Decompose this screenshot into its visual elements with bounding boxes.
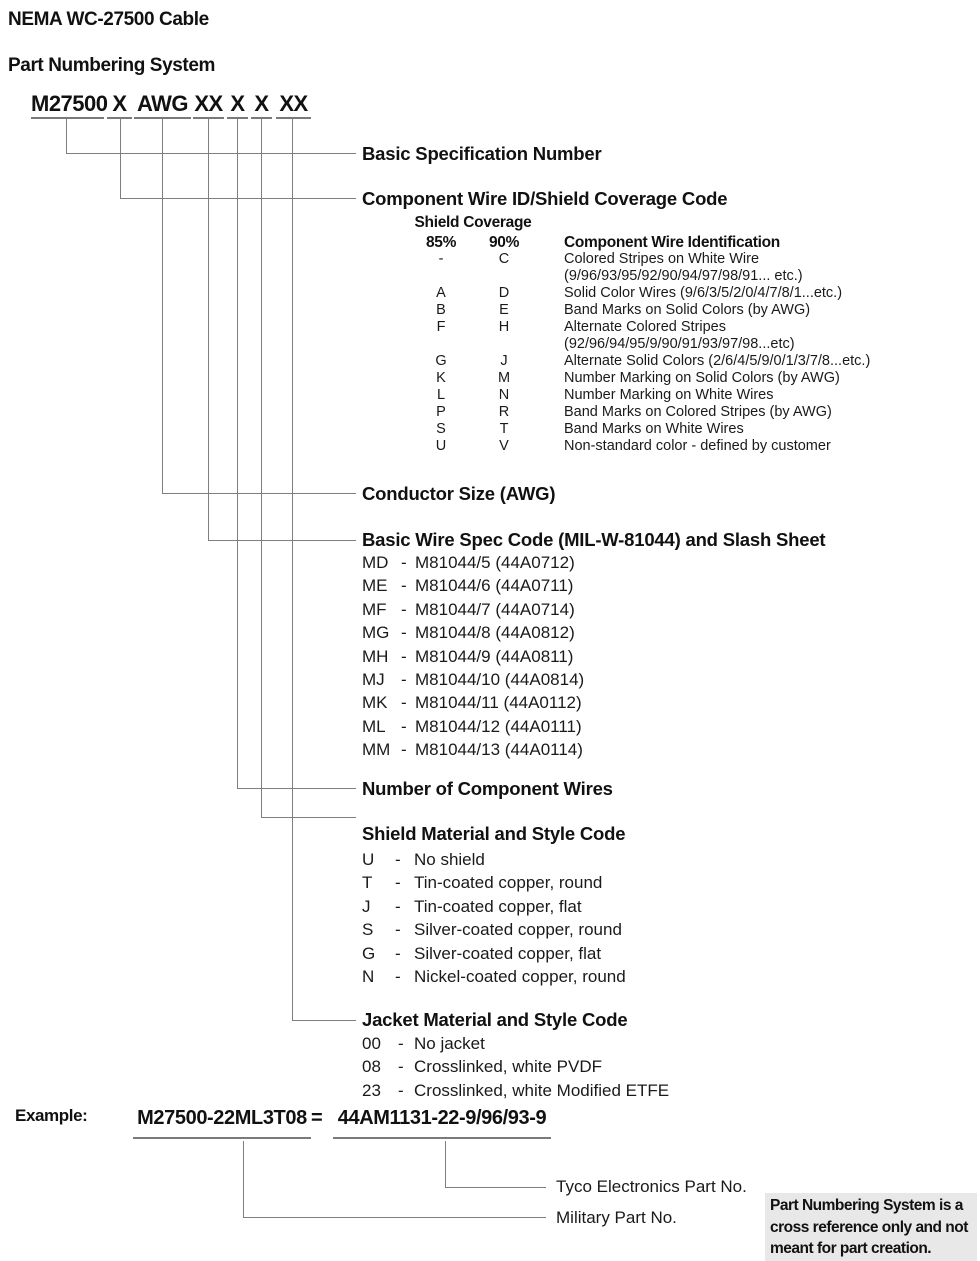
list-item: [362, 918, 626, 941]
list-item: [362, 1055, 669, 1078]
item-dash: -: [401, 693, 407, 713]
table-row: [410, 319, 976, 353]
item-code: MG: [362, 623, 390, 643]
connector-vline-wire-spec: [208, 118, 209, 540]
connector-vline-military-part: [243, 1141, 244, 1218]
item-code: J: [362, 896, 371, 916]
connector-hline-military-part: [243, 1217, 546, 1218]
item-value: M81044/8 (44A0812): [415, 623, 575, 643]
connector-hline-wire-spec: [208, 540, 356, 541]
connector-hline-shield: [261, 817, 356, 818]
part-number-segment-shield: X: [251, 91, 272, 119]
note-line1: Part Numbering System is a: [770, 1197, 963, 1214]
item-code: 00: [362, 1034, 381, 1053]
item-dash: -: [398, 1034, 404, 1053]
item-value: M81044/10 (44A0814): [415, 670, 585, 690]
list-item: [362, 942, 626, 965]
column-header-desc: Component Wire Identification: [564, 234, 780, 251]
note-box: [765, 1193, 977, 1261]
cell-desc: Band Marks on White Wires: [564, 421, 744, 437]
item-value: Silver-coated copper, flat: [414, 943, 602, 963]
list-item: [362, 645, 584, 668]
part-number-segment-num-wires: X: [227, 91, 248, 119]
item-code: MM: [362, 740, 391, 760]
item-dash: -: [401, 553, 407, 572]
table-row: [410, 421, 976, 438]
item-dash: -: [395, 920, 401, 940]
cell-85: G: [435, 353, 447, 369]
item-dash: -: [395, 873, 401, 893]
cell-90: M: [497, 370, 511, 386]
section-heading-num-wires: Number of Component Wires: [362, 778, 613, 799]
list-item: [362, 715, 584, 738]
item-value: M81044/6 (44A0711): [415, 576, 574, 596]
item-code: N: [362, 967, 375, 987]
item-code: MK: [362, 693, 388, 713]
item-dash: -: [401, 740, 407, 760]
item-dash: -: [395, 943, 401, 963]
cell-90: E: [499, 302, 509, 318]
shield-coverage-table: [410, 214, 976, 455]
list-item: [362, 738, 584, 761]
connector-hline-conductor-size: [162, 493, 356, 494]
item-dash: -: [401, 646, 407, 666]
list-item: [362, 574, 584, 597]
item-dash: -: [395, 850, 401, 869]
cell-90: N: [498, 387, 510, 403]
table-group-header: Shield Coverage: [414, 214, 532, 231]
example-military-part: M27500-22ML3T08: [133, 1103, 311, 1139]
list-item: [362, 621, 584, 644]
table-row: [410, 251, 976, 285]
item-value: Tin-coated copper, round: [414, 873, 603, 893]
cell-85: U: [435, 438, 447, 454]
item-dash: -: [395, 896, 401, 916]
item-dash: -: [398, 1080, 404, 1100]
section-heading-shield: Shield Material and Style Code: [362, 823, 626, 844]
item-code: MF: [362, 599, 387, 619]
item-code: G: [362, 943, 376, 963]
connector-vline-shield: [261, 118, 262, 817]
part-number-segment-wire-spec: XX: [193, 91, 224, 119]
section-heading-basic-spec: Basic Specification Number: [362, 143, 602, 164]
item-code: 23: [362, 1080, 381, 1100]
item-value: M81044/7 (44A0714): [415, 599, 575, 619]
connector-vline-basic-spec: [66, 118, 67, 153]
item-value: Tin-coated copper, flat: [414, 896, 582, 916]
part-number-segment-basic-spec: M27500: [31, 91, 104, 119]
part-number-segment-conductor-size: AWG: [134, 91, 191, 119]
connector-hline-tyco-part: [445, 1187, 546, 1188]
cell-desc: Band Marks on Colored Stripes (by AWG): [564, 404, 832, 420]
item-value: Crosslinked, white PVDF: [414, 1057, 603, 1077]
cell-desc: Alternate Colored Stripes (92/96/94/95/9/90/91/93/97/98...etc): [564, 319, 795, 352]
cell-85: P: [436, 404, 446, 420]
item-value: No jacket: [414, 1034, 485, 1053]
cell-90: H: [498, 319, 510, 335]
table-row: [410, 404, 976, 421]
item-code: T: [362, 873, 373, 893]
cell-desc: Number Marking on Solid Colors (by AWG): [564, 370, 840, 386]
connector-hline-basic-spec: [66, 153, 356, 154]
table-row: [410, 387, 976, 404]
cell-85: B: [436, 302, 446, 318]
connector-vline-num-wires: [237, 118, 238, 788]
cell-90: D: [498, 285, 510, 301]
cell-85: K: [436, 370, 446, 386]
item-value: No shield: [414, 850, 485, 869]
section-heading-conductor-size: Conductor Size (AWG): [362, 483, 556, 504]
item-dash: -: [401, 716, 407, 736]
section-heading-jacket: Jacket Material and Style Code: [362, 1009, 628, 1030]
connector-vline-wire-id: [120, 118, 121, 198]
list-item: [362, 965, 626, 988]
connector-vline-tyco-part: [445, 1141, 446, 1188]
section-heading-wire-spec: Basic Wire Spec Code (MIL-W-81044) and Slash Sheet: [362, 529, 826, 550]
item-dash: -: [401, 599, 407, 619]
cell-85: L: [436, 387, 446, 403]
section-heading-wire-id: Component Wire ID/Shield Coverage Code: [362, 188, 728, 209]
item-dash: -: [401, 623, 407, 643]
table-row: [410, 353, 976, 370]
cell-desc: Band Marks on Solid Colors (by AWG): [564, 302, 811, 318]
list-item: [362, 1079, 669, 1102]
item-code: U: [362, 850, 375, 869]
list-item: [362, 1032, 669, 1055]
item-dash: -: [401, 670, 407, 690]
list-item: [362, 691, 584, 714]
list-item: [362, 895, 626, 918]
military-part-label: Military Part No.: [556, 1208, 677, 1227]
item-value: M81044/5 (44A0712): [415, 553, 575, 572]
item-code: ML: [362, 716, 386, 736]
cell-90: J: [500, 353, 508, 369]
page-title-line1: NEMA WC-27500 Cable: [8, 9, 209, 30]
cell-85: S: [436, 421, 446, 437]
item-code: MD: [362, 553, 389, 572]
cell-85: A: [436, 285, 446, 301]
list-item: [362, 551, 584, 574]
table-header-row: [410, 234, 976, 251]
list-item: [362, 598, 584, 621]
item-value: M81044/13 (44A0114): [415, 740, 583, 760]
item-code: 08: [362, 1057, 381, 1077]
item-code: S: [362, 920, 374, 940]
item-code: ME: [362, 576, 388, 596]
tyco-part-label: Tyco Electronics Part No.: [556, 1177, 747, 1196]
cell-90: R: [498, 404, 510, 420]
connector-vline-conductor-size: [162, 118, 163, 493]
example-tyco-part: 44AM1131-22-9/96/93-9: [333, 1103, 551, 1139]
cell-90: C: [498, 251, 510, 267]
item-value: Nickel-coated copper, round: [414, 967, 626, 987]
connector-hline-num-wires: [237, 788, 356, 789]
column-header-85: 85%: [425, 234, 457, 251]
table-row: [410, 438, 976, 455]
cell-desc: Number Marking on White Wires: [564, 387, 774, 403]
item-value: M81044/12 (44A0111): [415, 716, 582, 736]
list-item: [362, 668, 584, 691]
table-row: [410, 285, 976, 302]
table-row: [410, 370, 976, 387]
wire-spec-list: [362, 551, 584, 762]
item-value: M81044/11 (44A0112): [415, 693, 582, 713]
item-code: MH: [362, 646, 389, 666]
item-value: Crosslinked, white Modified ETFE: [414, 1080, 670, 1100]
cell-90: V: [499, 438, 509, 454]
page-title-line2: Part Numbering System: [8, 55, 215, 76]
list-item: [362, 871, 626, 894]
item-dash: -: [395, 967, 401, 987]
cell-desc: Non-standard color - defined by customer: [564, 438, 831, 454]
item-value: M81044/9 (44A0811): [415, 646, 574, 666]
jacket-list: [362, 1032, 669, 1102]
table-row: [410, 302, 976, 319]
note-line2: cross reference only and not: [770, 1218, 968, 1236]
connector-vline-jacket: [292, 118, 293, 1020]
item-dash: -: [401, 576, 407, 596]
cell-desc: Alternate Solid Colors (2/6/4/5/9/0/1/3/7/8...etc.): [564, 353, 871, 369]
column-header-90: 90%: [488, 234, 520, 251]
item-code: MJ: [362, 670, 385, 690]
cell-90: T: [499, 421, 509, 437]
cell-85: -: [438, 251, 444, 267]
page-title: [8, 8, 215, 77]
part-number-segment-jacket: XX: [276, 91, 311, 119]
cell-85: F: [436, 319, 446, 335]
list-item: [362, 848, 626, 871]
connector-hline-wire-id: [120, 198, 356, 199]
example-equals-sign: =: [311, 1107, 323, 1129]
shield-material-list: [362, 848, 626, 988]
note-line3: meant for part creation.: [770, 1240, 932, 1257]
item-value: Silver-coated copper, round: [414, 920, 622, 940]
example-label: Example:: [15, 1106, 88, 1125]
cell-desc: Solid Color Wires (9/6/3/5/2/0/4/7/8/1...etc.): [564, 285, 843, 301]
item-dash: -: [398, 1057, 404, 1077]
cell-desc: Colored Stripes on White Wire (9/96/93/95/92/90/94/97/98/91... etc.): [564, 251, 803, 284]
connector-hline-jacket: [292, 1020, 356, 1021]
part-number-segment-wire-id: X: [107, 91, 132, 119]
